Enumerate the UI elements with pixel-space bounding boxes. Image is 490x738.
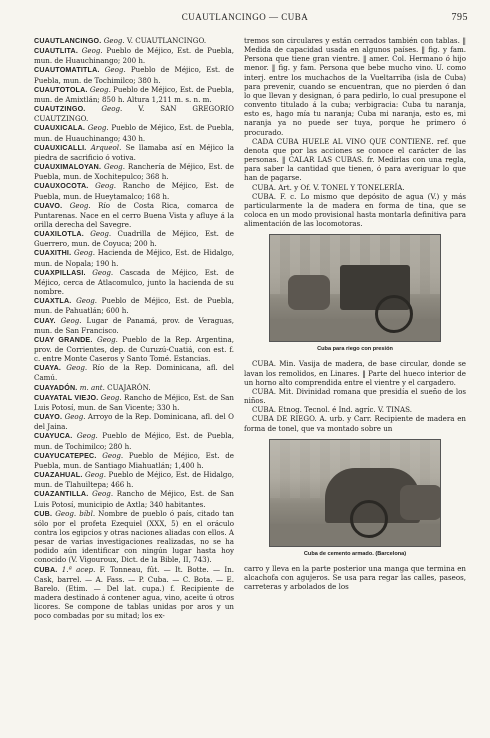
entry-headword: CUAVO. <box>34 201 63 210</box>
entry-category: Geog. <box>95 181 117 191</box>
dictionary-entry <box>34 316 234 335</box>
entry-headword: CUAYA. <box>34 364 62 373</box>
entry-category: Geog. <box>64 412 86 422</box>
entry-text: Río de la Rep. Dominicana, afl. del Camú. <box>34 363 234 383</box>
dictionary-entry <box>34 104 234 123</box>
cuba-etnog: CUBA. Etnog. Tecnol. é Ind. agríc. V. TINAS. <box>252 405 413 415</box>
entry-category: Geog. <box>85 470 106 480</box>
entry-headword: CUAUTLANCINGO. <box>34 37 102 45</box>
left-column <box>34 36 234 621</box>
entry-headword: CUAXTLA. <box>34 297 72 306</box>
dictionary-entry <box>34 296 234 315</box>
cuba-refran: CADA CUBA HUELE AL VINO QUE CONTIENE. ref. que denota que por las acciones se conoce el carácter de las personas. ‖ CALAR LAS CUBAS. fr. Medirlas con una regla, para saber la cantidad que tienen, ó para averiguar lo que han de pagarse. <box>244 136 466 183</box>
right-column <box>244 36 466 591</box>
entry-text: Ranchería de Méjico, Est. de Puebla, mun. de Xochitepulco; 368 h. <box>34 162 234 182</box>
dictionary-entry <box>34 565 234 621</box>
entry-headword: CUAUXOCOTA. <box>34 182 89 191</box>
entry-headword: CUBA. <box>34 565 58 574</box>
entry-category: m. ant. <box>79 382 105 392</box>
entry-category: Geog. <box>60 315 82 325</box>
entry-text: Pueblo de Méjico, Est. de Hidalgo, mun. de Tlahuiltepa; 466 h. <box>34 470 234 490</box>
entry-category: Geog. <box>81 46 103 56</box>
entry-category: 1.ª acep. <box>61 564 96 574</box>
entry-text: Nombre de pueblo ó país, citado tan sólo por el profeta Ezequiel (XXX, 5) en el oráculo contra los egipcios y otras naciones aliadas con ellos. A pesar de varias investigaciones realizadas, no se ha podido aún identificar con ningún lugar hasta hoy conocido (V. Vigouroux, Dict. de la Bible, II, 743). <box>34 508 235 565</box>
water-tank-cart-photo-icon <box>269 439 441 547</box>
dictionary-entry <box>34 489 234 508</box>
entry-category: Geog. bíbl. <box>55 508 96 518</box>
entry-text: Rancho de Méjico, Est. de Puebla, mun. de Hueytamalco; 168 h. <box>34 181 234 201</box>
entry-text: Hacienda de Méjico, Est. de Hidalgo, mun. de Nopala; 190 h. <box>34 248 234 268</box>
dictionary-entry <box>34 36 234 46</box>
figure-caption-2: Cuba de cemento armado. (Barcelona) <box>303 550 407 557</box>
running-title: CUAUTLANCINGO — CUBA <box>181 12 309 22</box>
dictionary-entry <box>34 451 234 470</box>
cuba-riego-cont: carro y lleva en la parte posterior una manga que termina en alcachofa con agujeros. Se usa para regar las calles, paseos, carreteras y arbolados de los <box>244 563 466 592</box>
entry-text: Pueblo de Méjico, Est. de Puebla, mun. de Santiago Miahuatlán; 1,400 h. <box>34 450 234 470</box>
entry-category: Geog. <box>74 248 95 258</box>
entry-text: V. CUAUTLANCINGO. <box>126 36 207 45</box>
dictionary-entry <box>34 65 234 84</box>
entry-headword: CUB. <box>34 509 53 518</box>
cuba-mit: CUBA. Mit. Divinidad romana que presidía el sueño de los niños. <box>244 386 466 406</box>
entry-headword: CUAZAHUAL. <box>34 471 83 480</box>
entry-category: Geog. <box>89 84 111 94</box>
entry-category: Geog. <box>102 450 124 460</box>
entry-category: Geog. <box>76 431 98 441</box>
page-header <box>0 10 490 26</box>
entry-category: Geog. <box>96 334 118 344</box>
dictionary-entry <box>34 383 234 393</box>
page-number: 795 <box>451 12 468 23</box>
entry-headword: CUAXITHI. <box>34 249 72 258</box>
entry-text: Pueblo de Méjico, Est. de Puebla, mun. de Amixtlán; 850 h. Altura 1,211 m. s. n. m. <box>34 84 234 104</box>
entry-category: Geog. <box>104 65 126 75</box>
entry-headword: CUAUXICALA. <box>34 124 86 133</box>
entry-category: Geog. <box>92 489 114 499</box>
entry-category: Arqueol. <box>90 142 122 152</box>
entry-text: Pueblo de Méjico, Est. de Puebla, mun. de Tochimilco; 380 h. <box>34 65 234 85</box>
figure-caption-1: Cuba para riego con presión <box>317 346 393 353</box>
entry-text: Pueblo de Méjico, Est. de Puebla, mun. de Tochimilco; 280 h. <box>34 431 234 451</box>
entry-headword: CUAYADÓN. <box>34 383 78 392</box>
entry-headword: CUAUXICALLI. <box>34 143 87 152</box>
cart-figure-1 <box>244 234 466 354</box>
dictionary-entry <box>34 46 234 65</box>
dictionary-entry <box>34 85 234 104</box>
entry-category: Geog. <box>76 296 98 306</box>
dictionary-entry <box>34 143 234 162</box>
entry-category: Geog. <box>66 363 88 373</box>
dictionary-entry <box>34 431 234 450</box>
entry-text: Cuadrilla de Méjico, Est. de Guerrero, mun. de Coyuca; 200 h. <box>34 229 234 249</box>
entry-headword: CUAYO. <box>34 413 63 422</box>
dictionary-entry <box>34 162 234 181</box>
entry-category: Geog. <box>104 162 125 172</box>
entry-category: Geog. <box>100 392 122 402</box>
cart-figure-2 <box>244 439 466 559</box>
entry-category: Geog. <box>101 104 123 114</box>
dictionary-entry <box>34 363 234 382</box>
entry-headword: CUAYUCATEPEC. <box>34 451 97 460</box>
dictionary-entry <box>34 201 234 229</box>
entry-text: Rancho de Méjico, Est. de San Luis Potosí, mun. de San Vicente; 330 h. <box>34 392 234 412</box>
entry-headword: CUAY GRANDE. <box>34 335 93 344</box>
entry-headword: CUAXPILLASI. <box>34 268 86 277</box>
cuba-continuation: tremos son circulares y están cerrados también con tablas. ‖ Medida de capacidad usada en algunos países. ‖ fig. y fam. Persona que tiene gran vientre. ‖ amer. Col. Hermano ó hijo menor. ‖ fig. y fam. Persona que bebe mucho vino. U. como interj. entre los muchachos de la Vueltarriba (isla de Cuba) para prevenir, cuando se encuentran, que no pierden ó dan lo que llevan y designan, ó para pedirlo, lo cual presupone el convento titulado á la cuba; verbigracia: Cuba tu naranja, esto es, hago mía tu naranja; Cuba mi naranja, esto es, mi naranja ya no puede ser tuya, porque he primero ó procurado. <box>244 36 466 137</box>
entry-text: V. SAN GREGORIO CUAUTZINGO. <box>34 104 234 124</box>
entry-category: Geog. <box>90 229 112 239</box>
dictionary-entry <box>34 470 234 489</box>
entry-headword: CUAUTOTOLA. <box>34 85 88 94</box>
dictionary-entry <box>34 181 234 200</box>
entry-headword: CUAYATAL VIEJO. <box>34 393 99 402</box>
entry-text: Lugar de Panamá, prov. de Veraguas, mun. de San Francisco. <box>34 315 234 335</box>
entry-category: Geog. <box>69 200 91 210</box>
entry-text: Pueblo de Méjico, Est. de Puebla, mun. de Huauchinango; 200 h. <box>34 46 235 66</box>
dictionary-entry <box>34 248 234 267</box>
dictionary-entry <box>34 393 234 412</box>
entry-text: Pueblo de la Rep. Argentina, prov. de Corrientes, dep. de Curuzú-Cuatiá, con est. f. c. entre Monte Caseros y Santo Tomé. Estancias. <box>34 334 234 364</box>
entry-text: Pueblo de Méjico, Est. de Puebla, mun. de Pahuatlán; 600 h. <box>34 296 235 316</box>
cuba-min: CUBA. Min. Vasija de madera, de base circular, donde se lavan los remolidos, en Linares. ‖ Parte del hueco interior de un horno alto comprendida entre el vientre y el cargadero. <box>244 359 466 387</box>
cuba-art: CUBA. Art. y Of. V. TONEL Y TONELERÍA. <box>252 182 405 192</box>
entry-text: Río de Costa Rica, comarca de Puntarenas. Nace en el cerro Buena Vista y afluye á la orilla derecha del Savegre. <box>34 200 234 229</box>
entry-headword: CUAUTZINGO. <box>34 105 86 114</box>
dictionary-entry <box>34 268 234 296</box>
cuba-riego: CUBA DE RIEGO. A. urb. y Carr. Recipiente de madera en forma de tonel, que va montado sobre un <box>244 414 466 433</box>
entry-headword: CUAUTOMATITLA. <box>34 66 100 75</box>
entry-text: Pueblo de Méjico, Est. de Puebla, mun. de Huauchinango; 430 h. <box>34 123 234 143</box>
entry-text: CUAJARÓN. <box>107 382 151 392</box>
entry-text: Rancho de Méjico, Est. de San Luis Potosí, municipio de Axtla; 340 habitantes. <box>34 489 234 509</box>
entry-category: Geog. <box>92 267 114 277</box>
dictionary-entry <box>34 123 234 142</box>
entry-headword: CUAXILOTLA. <box>34 230 84 239</box>
dictionary-entry <box>34 335 234 363</box>
dictionary-entry <box>34 229 234 248</box>
entry-headword: CUAY. <box>34 316 56 325</box>
dictionary-entry <box>34 509 234 565</box>
entry-category: Geog. <box>103 36 125 45</box>
dictionary-entry <box>34 412 234 431</box>
entry-text: F. Tonneau, fût. — It. Botte. — In. Cask, barrel. — A. Fass. — P. Cuba. — C. Bota. — E. Barelo. (Etim. — Del lat. cupa.) f. Recipiente de madera destinado á contener agua, vino, aceite ú otros licores. Se compone de tablas unidas por aros y un poco combadas por su mitad; los ex- <box>34 564 234 621</box>
entry-headword: CUAUTLITA. <box>34 47 79 56</box>
entry-text: Arroyo de la Rep. Dominicana, afl. del O del Jaina. <box>34 412 234 432</box>
entry-category: Geog. <box>87 123 109 133</box>
entry-headword: CUAUXIMALOYAN. <box>34 163 102 172</box>
entry-text: Cascada de Méjico, Est. de Méjico, cerca de Atlacomulco, junto la hacienda de su nombre. <box>34 267 234 297</box>
entry-text: Se llamaba así en Méjico la piedra de sacrificio ó votiva. <box>34 142 234 162</box>
entry-headword: CUAZANTILLA. <box>34 490 89 499</box>
entry-headword: CUAYUCA. <box>34 432 73 441</box>
horse-cart-photo-icon <box>269 234 441 342</box>
cuba-fc: CUBA. F. c. Lo mismo que depósito de agua (V.) y más particularmente la de madera en forma de tina, que se coloca en un modo provisional hasta montarla definitiva para alimentación de las locomotoras. <box>244 191 466 229</box>
